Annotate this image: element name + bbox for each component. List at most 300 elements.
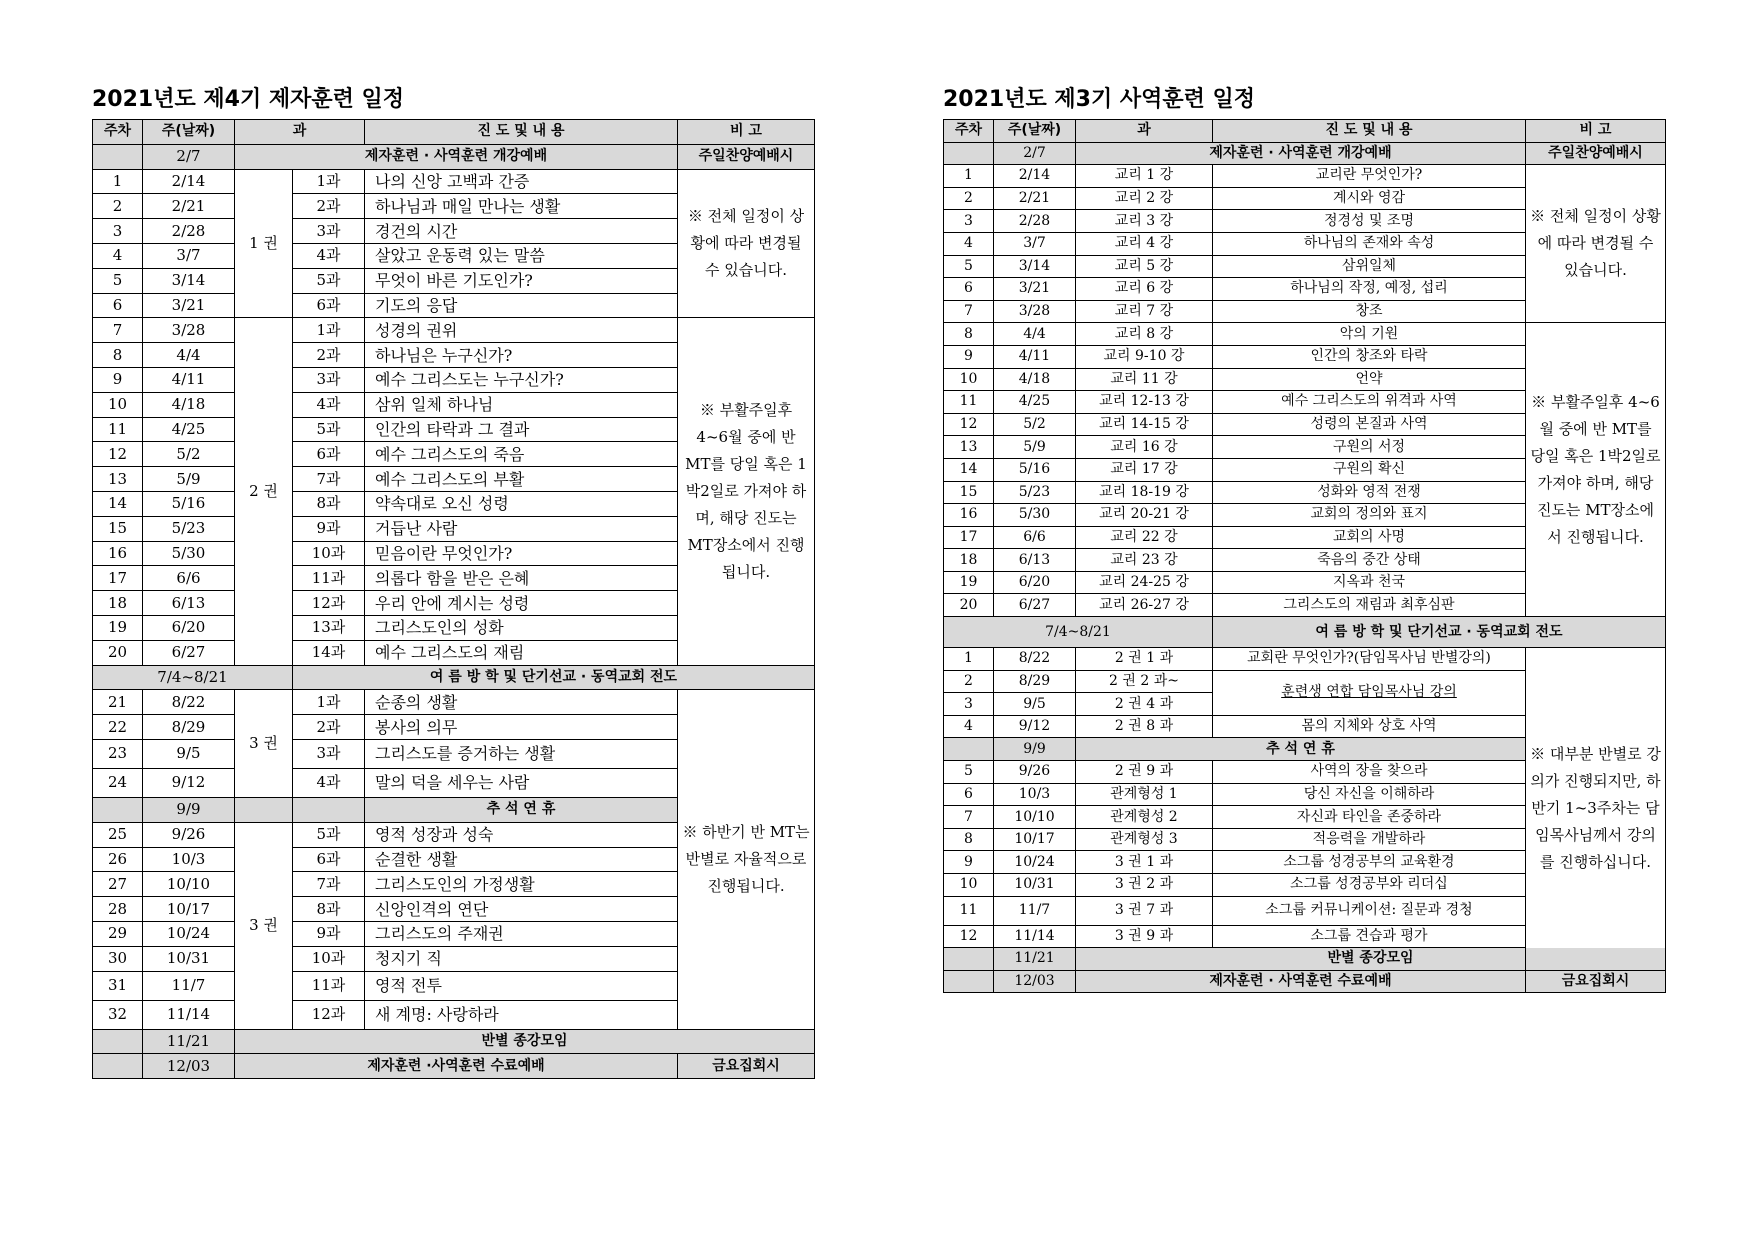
week-date: 5/2 <box>994 413 1076 436</box>
lesson-content: 교회의 정의와 표지 <box>1213 504 1526 527</box>
week-date: 11/14 <box>143 1000 235 1029</box>
book-label: 2 권 <box>235 318 293 665</box>
lesson-number: 2과 <box>293 343 365 368</box>
week-date: 3/7 <box>143 243 235 268</box>
lesson-number: 5과 <box>293 268 365 293</box>
chuseok-date: 9/9 <box>143 797 235 822</box>
week-number: 5 <box>944 255 994 278</box>
lesson-content: 교리란 무엇인가? <box>1213 165 1526 188</box>
lesson-number: 교리 1 강 <box>1076 165 1213 188</box>
lesson-number: 2 권 1 과 <box>1076 648 1213 671</box>
lesson-number: 3 권 2 과 <box>1076 874 1213 897</box>
lesson-content: 하나님과 매일 만나는 생활 <box>365 194 678 219</box>
week-date: 3/7 <box>994 232 1076 255</box>
week-date: 8/22 <box>143 690 235 715</box>
week-number: 15 <box>93 516 143 541</box>
assembly-row <box>944 948 1666 971</box>
header-lesson: 과 <box>235 120 365 145</box>
lesson-number: 교리 23 강 <box>1076 549 1213 572</box>
lesson-content: 살았고 운동력 있는 말씀 <box>365 243 678 268</box>
header-content: 진 도 및 내 용 <box>1213 120 1526 143</box>
closing-title: 제자훈련 ·사역훈련 수료예배 <box>235 1054 678 1079</box>
week-number: 28 <box>93 897 143 922</box>
week-date: 5/9 <box>143 467 235 492</box>
week-date: 9/12 <box>994 715 1076 738</box>
closing-row <box>93 1054 815 1079</box>
lesson-content: 믿음이란 무엇인가? <box>365 541 678 566</box>
assembly-date: 11/21 <box>143 1029 235 1054</box>
week-number: 18 <box>944 549 994 572</box>
header-week: 주차 <box>93 120 143 145</box>
week-date: 9/5 <box>143 739 235 768</box>
week-date: 2/14 <box>994 165 1076 188</box>
week-number: 19 <box>93 615 143 640</box>
week-number: 3 <box>93 219 143 244</box>
lesson-number: 7과 <box>293 872 365 897</box>
week-number: 5 <box>93 268 143 293</box>
lesson-number: 교리 20-21 강 <box>1076 504 1213 527</box>
lesson-number: 3 권 7 과 <box>1076 896 1213 925</box>
opening-date: 2/7 <box>143 144 235 169</box>
lesson-content: 언약 <box>1213 368 1526 391</box>
lesson-number: 교리 8 강 <box>1076 323 1213 346</box>
header-week: 주차 <box>944 120 994 143</box>
week-date: 10/10 <box>143 872 235 897</box>
week-date: 5/9 <box>994 436 1076 459</box>
week-date: 5/30 <box>143 541 235 566</box>
week-date: 9/26 <box>143 822 235 847</box>
lesson-row <box>93 690 815 715</box>
opening-title: 제자훈련 · 사역훈련 개강예배 <box>235 144 678 169</box>
lesson-number: 관계형성 1 <box>1076 783 1213 806</box>
lesson-content: 교회의 사명 <box>1213 526 1526 549</box>
week-date: 5/30 <box>994 504 1076 527</box>
closing-date: 12/03 <box>994 970 1076 993</box>
opening-title: 제자훈련 · 사역훈련 개강예배 <box>1076 142 1526 165</box>
week-date: 8/22 <box>994 648 1076 671</box>
lesson-content: 청지기 직 <box>365 946 678 971</box>
week-number: 9 <box>93 367 143 392</box>
lesson-content: 우리 안에 계시는 성령 <box>365 591 678 616</box>
week-number: 10 <box>93 392 143 417</box>
week-number: 23 <box>93 739 143 768</box>
book-label: 3 권 <box>235 690 293 798</box>
week-number: 4 <box>93 243 143 268</box>
lesson-number: 1과 <box>293 690 365 715</box>
lesson-content: 새 계명: 사랑하라 <box>365 1000 678 1029</box>
week-date: 5/23 <box>994 481 1076 504</box>
week-number: 8 <box>944 323 994 346</box>
table-cell <box>944 948 994 971</box>
lesson-number: 14과 <box>293 640 365 665</box>
lesson-number: 7과 <box>293 467 365 492</box>
week-date: 10/17 <box>143 897 235 922</box>
break-date: 7/4~8/21 <box>944 617 1213 648</box>
week-date: 10/24 <box>994 851 1076 874</box>
lesson-content: 사역의 장을 찾으라 <box>1213 761 1526 784</box>
joint-lecture-label: 훈련생 연합 담임목사님 강의 <box>1281 684 1457 701</box>
lesson-number: 6과 <box>293 293 365 318</box>
lesson-number: 1과 <box>293 169 365 194</box>
week-date: 10/31 <box>143 946 235 971</box>
lesson-content: 약속대로 오신 성령 <box>365 491 678 516</box>
break-title: 여 름 방 학 및 단기선교 · 동역교회 전도 <box>1213 617 1666 648</box>
lesson-number: 교리 17 강 <box>1076 458 1213 481</box>
lesson-number: 2 권 2 과~ <box>1076 670 1213 693</box>
week-date: 4/4 <box>994 323 1076 346</box>
week-number: 21 <box>93 690 143 715</box>
lesson-content: 소그룹 커뮤니케이션: 질문과 경청 <box>1213 896 1526 925</box>
lesson-content: 하나님의 작정, 예정, 섭리 <box>1213 278 1526 301</box>
week-number: 30 <box>93 946 143 971</box>
lesson-content: 인간의 창조와 타락 <box>1213 345 1526 368</box>
header-date: 주(날짜) <box>143 120 235 145</box>
week-date: 2/14 <box>143 169 235 194</box>
lesson-content: 자신과 타인을 존중하라 <box>1213 806 1526 829</box>
lesson-content: 삼위일체 <box>1213 255 1526 278</box>
lesson-number: 2과 <box>293 194 365 219</box>
week-number: 2 <box>93 194 143 219</box>
week-number: 20 <box>93 640 143 665</box>
week-number: 6 <box>944 278 994 301</box>
header-row <box>93 120 815 145</box>
lesson-number: 교리 2 강 <box>1076 187 1213 210</box>
week-date: 6/27 <box>143 640 235 665</box>
header-note: 비 고 <box>678 120 815 145</box>
week-number: 25 <box>93 822 143 847</box>
header-content: 진 도 및 내 용 <box>365 120 678 145</box>
week-number: 11 <box>944 896 994 925</box>
assembly-row <box>93 1029 815 1054</box>
lesson-content: 말의 덕을 세우는 사람 <box>365 768 678 797</box>
week-date: 4/11 <box>143 367 235 392</box>
break-title: 여 름 방 학 및 단기선교 · 동역교회 전도 <box>293 665 815 690</box>
week-date: 6/20 <box>143 615 235 640</box>
remark-note: ※ 전체 일정이 상황에 따라 변경될 수 있습니다. <box>678 169 815 318</box>
week-number: 4 <box>944 232 994 255</box>
week-date: 6/27 <box>994 594 1076 617</box>
left-schedule-table <box>92 119 815 1079</box>
lesson-row <box>944 648 1666 671</box>
week-date: 3/28 <box>143 318 235 343</box>
lesson-row <box>93 169 815 194</box>
week-number: 1 <box>944 648 994 671</box>
week-date: 9/5 <box>994 693 1076 716</box>
week-number: 12 <box>944 925 994 948</box>
remark-note: ※ 전체 일정이 상황에 따라 변경될 수 있습니다. <box>1526 165 1666 323</box>
week-date: 9/26 <box>994 761 1076 784</box>
lesson-content: 소그룹 견습과 평가 <box>1213 925 1526 948</box>
assembly-date: 11/21 <box>994 948 1076 971</box>
week-number: 7 <box>944 806 994 829</box>
week-number: 3 <box>944 693 994 716</box>
week-number: 9 <box>944 345 994 368</box>
week-date: 5/16 <box>994 458 1076 481</box>
week-date: 6/13 <box>994 549 1076 572</box>
lesson-content: 봉사의 의무 <box>365 715 678 740</box>
table-cell <box>93 1054 143 1079</box>
week-number: 26 <box>93 847 143 872</box>
week-date: 9/12 <box>143 768 235 797</box>
lesson-number: 관계형성 2 <box>1076 806 1213 829</box>
week-number: 24 <box>93 768 143 797</box>
week-date: 2/28 <box>994 210 1076 233</box>
week-number: 13 <box>944 436 994 459</box>
lesson-content: 성령의 본질과 사역 <box>1213 413 1526 436</box>
week-number: 4 <box>944 715 994 738</box>
week-date: 10/10 <box>994 806 1076 829</box>
lesson-number: 교리 3 강 <box>1076 210 1213 233</box>
week-date: 6/20 <box>994 571 1076 594</box>
week-number: 13 <box>93 467 143 492</box>
week-number: 29 <box>93 921 143 946</box>
lesson-number: 교리 24-25 강 <box>1076 571 1213 594</box>
chuseok-date: 9/9 <box>994 738 1076 761</box>
opening-note: 주일찬양예배시 <box>1526 142 1666 165</box>
lesson-content: 신앙인격의 연단 <box>365 897 678 922</box>
chuseok-title: 추 석 연 휴 <box>1076 738 1526 761</box>
lesson-number: 10과 <box>293 946 365 971</box>
lesson-number: 교리 5 강 <box>1076 255 1213 278</box>
left-title: 2021년도 제4기 제자훈련 일정 <box>92 87 405 112</box>
lesson-number: 10과 <box>293 541 365 566</box>
closing-note: 금요집회시 <box>1526 970 1666 993</box>
lesson-number: 교리 26-27 강 <box>1076 594 1213 617</box>
lesson-number: 2 권 9 과 <box>1076 761 1213 784</box>
lesson-row <box>944 165 1666 188</box>
week-date: 4/18 <box>994 368 1076 391</box>
lesson-number: 6과 <box>293 442 365 467</box>
remark-note: ※ 부활주일후 4~6월 중에 반 MT를 당일 혹은 1박2일로 가져야 하며, 해당 진도는 MT장소에서 진행됩니다. <box>678 318 815 665</box>
lesson-number: 3과 <box>293 739 365 768</box>
lesson-number: 교리 9-10 강 <box>1076 345 1213 368</box>
week-date: 10/3 <box>994 783 1076 806</box>
week-date: 6/6 <box>143 566 235 591</box>
week-date: 11/7 <box>143 971 235 1000</box>
lesson-content: 하나님의 존재와 속성 <box>1213 232 1526 255</box>
lesson-content: 적응력을 개발하라 <box>1213 828 1526 851</box>
week-number: 15 <box>944 481 994 504</box>
opening-row <box>93 144 815 169</box>
lesson-number: 8과 <box>293 491 365 516</box>
week-date: 10/24 <box>143 921 235 946</box>
lesson-number: 2 권 4 과 <box>1076 693 1213 716</box>
lesson-content: 영적 성장과 성숙 <box>365 822 678 847</box>
lesson-content: 거듭난 사람 <box>365 516 678 541</box>
week-number: 2 <box>944 187 994 210</box>
week-number: 6 <box>93 293 143 318</box>
lesson-content: 그리스도인의 성화 <box>365 615 678 640</box>
lesson-content: 순종의 생활 <box>365 690 678 715</box>
lesson-content: 무엇이 바른 기도인가? <box>365 268 678 293</box>
table-cell <box>944 738 994 761</box>
lesson-content: 구원의 서정 <box>1213 436 1526 459</box>
lesson-content: 죽음의 중간 상태 <box>1213 549 1526 572</box>
book-label: 1 권 <box>235 169 293 318</box>
week-date: 8/29 <box>994 670 1076 693</box>
lesson-row <box>93 318 815 343</box>
header-note: 비 고 <box>1526 120 1666 143</box>
lesson-content: 그리스도인의 가정생활 <box>365 872 678 897</box>
week-number: 14 <box>944 458 994 481</box>
lesson-content: 예수 그리스도는 누구신가? <box>365 367 678 392</box>
lesson-content: 소그룹 성경공부와 리더십 <box>1213 874 1526 897</box>
lesson-content: 예수 그리스도의 재림 <box>365 640 678 665</box>
week-number: 16 <box>93 541 143 566</box>
week-date: 4/4 <box>143 343 235 368</box>
lesson-number: 3 권 1 과 <box>1076 851 1213 874</box>
table-cell <box>944 142 994 165</box>
lesson-content: 지옥과 천국 <box>1213 571 1526 594</box>
closing-row <box>944 970 1666 993</box>
lesson-number: 교리 12-13 강 <box>1076 391 1213 414</box>
right-schedule-table <box>943 119 1666 993</box>
break-row <box>93 665 815 690</box>
week-date: 10/3 <box>143 847 235 872</box>
lesson-content: 그리스도의 주재권 <box>365 921 678 946</box>
week-date: 4/11 <box>994 345 1076 368</box>
week-date: 5/16 <box>143 491 235 516</box>
week-number: 11 <box>944 391 994 414</box>
lesson-content: 인간의 타락과 그 결과 <box>365 417 678 442</box>
lesson-number: 교리 11 강 <box>1076 368 1213 391</box>
lesson-number: 교리 18-19 강 <box>1076 481 1213 504</box>
lesson-number: 5과 <box>293 822 365 847</box>
lesson-number: 4과 <box>293 243 365 268</box>
week-date: 4/18 <box>143 392 235 417</box>
lesson-number: 3과 <box>293 367 365 392</box>
week-number: 18 <box>93 591 143 616</box>
lesson-content: 소그룹 성경공부의 교육환경 <box>1213 851 1526 874</box>
lesson-number: 12과 <box>293 1000 365 1029</box>
week-date: 8/29 <box>143 715 235 740</box>
week-number: 2 <box>944 670 994 693</box>
lesson-content: 몸의 지체와 상호 사역 <box>1213 715 1526 738</box>
week-date: 4/25 <box>994 391 1076 414</box>
lesson-content: 창조 <box>1213 300 1526 323</box>
lesson-row <box>944 323 1666 346</box>
opening-date: 2/7 <box>994 142 1076 165</box>
lesson-content: 계시와 영감 <box>1213 187 1526 210</box>
lesson-number: 4과 <box>293 768 365 797</box>
week-number: 8 <box>944 828 994 851</box>
week-date: 3/21 <box>143 293 235 318</box>
break-row <box>944 617 1666 648</box>
lesson-number: 6과 <box>293 847 365 872</box>
table-cell <box>93 797 143 822</box>
remark-note: ※ 대부분 반별로 강의가 진행되지만, 하반기 1~3주차는 담임목사님께서 강의를 진행하십니다. <box>1526 648 1666 971</box>
week-number: 31 <box>93 971 143 1000</box>
week-number: 8 <box>93 343 143 368</box>
opening-row <box>944 142 1666 165</box>
lesson-content: 성경의 권위 <box>365 318 678 343</box>
lesson-number: 교리 6 강 <box>1076 278 1213 301</box>
lesson-content: 경건의 시간 <box>365 219 678 244</box>
lesson-number: 13과 <box>293 615 365 640</box>
header-date: 주(날짜) <box>994 120 1076 143</box>
week-number: 14 <box>93 491 143 516</box>
table-cell <box>93 144 143 169</box>
header-row <box>944 120 1666 143</box>
ministry-training-schedule <box>943 83 1665 993</box>
week-number: 12 <box>93 442 143 467</box>
lesson-number: 3과 <box>293 219 365 244</box>
lesson-number: 3 권 9 과 <box>1076 925 1213 948</box>
table-cell <box>944 970 994 993</box>
week-date: 11/7 <box>994 896 1076 925</box>
week-number: 5 <box>944 761 994 784</box>
lesson-number: 5과 <box>293 417 365 442</box>
lesson-number: 12과 <box>293 591 365 616</box>
assembly-title: 반별 종강모임 <box>1076 948 1666 971</box>
table-cell <box>93 1029 143 1054</box>
week-number: 10 <box>944 368 994 391</box>
lesson-number: 교리 16 강 <box>1076 436 1213 459</box>
lesson-content: 하나님은 누구신가? <box>365 343 678 368</box>
week-number: 10 <box>944 874 994 897</box>
lesson-number: 11과 <box>293 971 365 1000</box>
assembly-title: 반별 종강모임 <box>235 1029 815 1054</box>
lesson-number: 8과 <box>293 897 365 922</box>
week-date: 4/25 <box>143 417 235 442</box>
week-date: 5/2 <box>143 442 235 467</box>
lesson-number: 교리 4 강 <box>1076 232 1213 255</box>
right-title: 2021년도 제3기 사역훈련 일정 <box>943 87 1256 112</box>
week-date: 3/28 <box>994 300 1076 323</box>
lesson-content: 순결한 생활 <box>365 847 678 872</box>
lesson-content: 당신 자신을 이해하라 <box>1213 783 1526 806</box>
week-number: 7 <box>93 318 143 343</box>
week-number: 17 <box>93 566 143 591</box>
chuseok-title: 추 석 연 휴 <box>365 797 678 822</box>
week-date: 10/31 <box>994 874 1076 897</box>
lesson-content: 성화와 영적 전쟁 <box>1213 481 1526 504</box>
lesson-number: 교리 7 강 <box>1076 300 1213 323</box>
lesson-content: 악의 기원 <box>1213 323 1526 346</box>
lesson-content: 삼위 일체 하나님 <box>365 392 678 417</box>
lesson-content: 예수 그리스도의 부활 <box>365 467 678 492</box>
week-date: 5/23 <box>143 516 235 541</box>
week-number: 32 <box>93 1000 143 1029</box>
lesson-number: 9과 <box>293 516 365 541</box>
lesson-number: 2 권 8 과 <box>1076 715 1213 738</box>
week-number: 1 <box>93 169 143 194</box>
lesson-content: 예수 그리스도의 위격과 사역 <box>1213 391 1526 414</box>
lesson-number: 교리 14-15 강 <box>1076 413 1213 436</box>
week-number: 16 <box>944 504 994 527</box>
lesson-number: 11과 <box>293 566 365 591</box>
remark-note: ※ 부활주일후 4~6월 중에 반 MT를 당일 혹은 1박2일로 가져야 하며, 해당 진도는 MT장소에서 진행됩니다. <box>1526 323 1666 617</box>
week-number: 19 <box>944 571 994 594</box>
week-date: 10/17 <box>994 828 1076 851</box>
lesson-content: 예수 그리스도의 죽음 <box>365 442 678 467</box>
table-cell <box>235 797 293 822</box>
week-number: 6 <box>944 783 994 806</box>
week-date: 2/28 <box>143 219 235 244</box>
lesson-content <box>1213 670 1526 715</box>
week-number: 11 <box>93 417 143 442</box>
remark-note: ※ 하반기 반 MT는 반별로 자율적으로 진행됩니다. <box>678 690 815 1029</box>
week-number: 3 <box>944 210 994 233</box>
week-number: 1 <box>944 165 994 188</box>
header-lesson: 과 <box>1076 120 1213 143</box>
lesson-content: 기도의 응답 <box>365 293 678 318</box>
week-date: 6/13 <box>143 591 235 616</box>
week-number: 9 <box>944 851 994 874</box>
week-date: 3/14 <box>143 268 235 293</box>
opening-note: 주일찬양예배시 <box>678 144 815 169</box>
discipleship-schedule <box>92 83 814 1079</box>
